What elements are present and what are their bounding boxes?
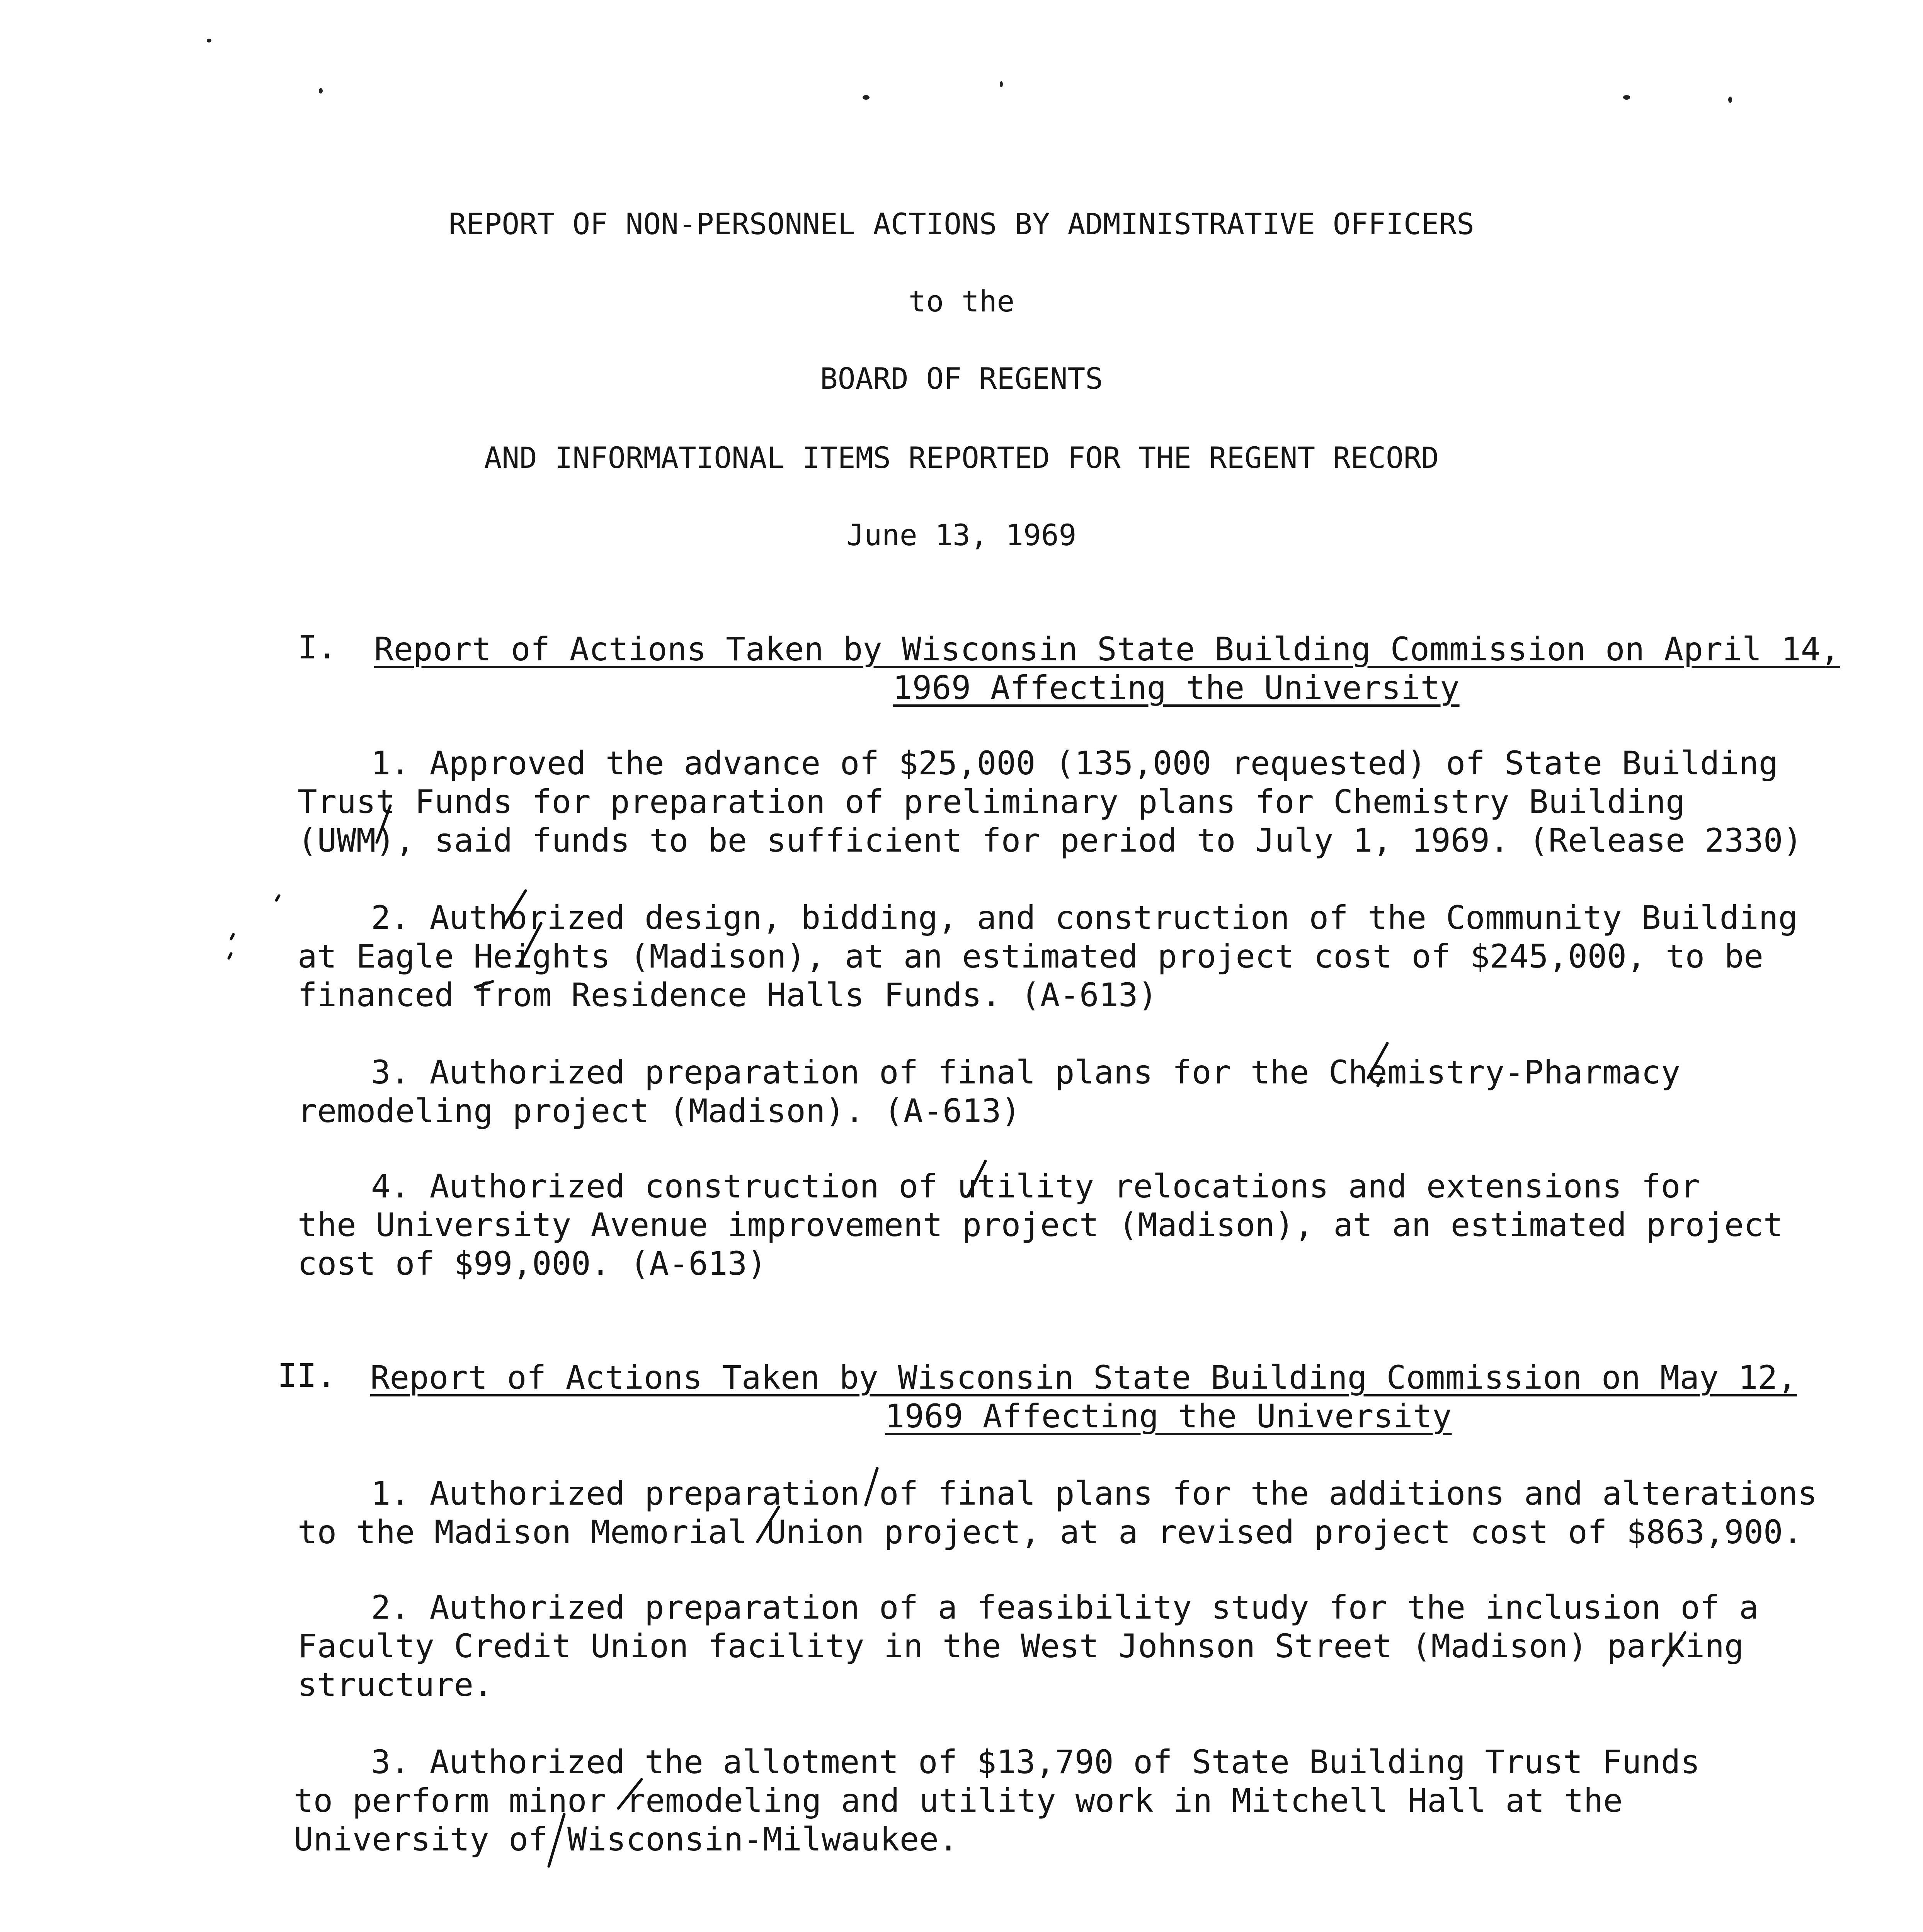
report-subtitle-to-the: to the (908, 284, 1015, 318)
report-date: June 13, 1969 (846, 518, 1077, 552)
report-board-of-regents: BOARD OF REGENTS (820, 361, 1103, 396)
section-ii-heading-line2: 1969 Affecting the University (885, 1397, 1452, 1435)
section-ii-item2-line1: 2. Authorized preparation of a feasibility study for the inclusion of a (371, 1588, 1759, 1626)
margin-tick (231, 934, 233, 939)
section-i-item2-line3: financed from Residence Halls Funds. (A-613) (298, 976, 1158, 1014)
section-ii-heading-line1: Report of Actions Taken by Wisconsin State Building Commission on May 12, (370, 1359, 1797, 1396)
section-i-item2-line1: 2. Authorized design, bidding, and construction of the Community Building (371, 899, 1798, 937)
section-i-item1-line2: Trust Funds for preparation of preliminary plans for Chemistry Building (298, 783, 1685, 821)
section-ii-item2-line3: structure. (298, 1666, 493, 1704)
scan-speck (1000, 81, 1003, 87)
scan-speck (1623, 95, 1630, 100)
section-i-item3-line1: 3. Authorized preparation of final plans for the Chemistry-Pharmacy (371, 1053, 1681, 1091)
section-ii-item2-line2: Faculty Credit Union facility in the West Johnson Street (Madison) parking (298, 1627, 1744, 1665)
section-ii-item3-line1: 3. Authorized the allotment of $13,790 of State Building Trust Funds (371, 1743, 1700, 1781)
scan-speck (863, 95, 870, 100)
section-ii-item3-line3: University of Wisconsin-Milwaukee. (294, 1820, 958, 1858)
scan-speck (1728, 97, 1732, 103)
section-i-item3-line2: remodeling project (Madison). (A-613) (298, 1092, 1021, 1130)
section-i-heading-line1: Report of Actions Taken by Wisconsin State Building Commission on April 14, (374, 630, 1840, 668)
section-i-numeral: I. (298, 628, 337, 666)
section-i-item4-line2: the University Avenue improvement project (Madison), at an estimated project (298, 1206, 1783, 1244)
margin-tick (229, 954, 231, 958)
section-ii-item3-line2: to perform minor remodeling and utility work in Mitchell Hall at the (294, 1782, 1623, 1820)
section-i-heading-line2: 1969 Affecting the University (893, 669, 1460, 707)
margin-tick (276, 896, 279, 900)
report-title: REPORT OF NON-PERSONNEL ACTIONS BY ADMINISTRATIVE OFFICERS (449, 207, 1474, 241)
section-i-item4-line1: 4. Authorized construction of utility relocations and extensions for (371, 1167, 1700, 1205)
scan-speck (319, 88, 323, 94)
section-i-item1-line3: (UWM), said funds to be sufficient for period to July 1, 1969. (Release 2330) (298, 821, 1803, 859)
section-i-item2-line2: at Eagle Heights (Madison), at an estimated project cost of $245,000, to be (298, 937, 1763, 975)
section-i-item1-line1: 1. Approved the advance of $25,000 (135,000 requested) of State Building (371, 744, 1778, 782)
section-ii-numeral: II. (277, 1357, 336, 1395)
section-i-item4-line3: cost of $99,000. (A-613) (298, 1245, 767, 1282)
section-ii-item1-line1: 1. Authorized preparation of final plans for the additions and alterations (371, 1475, 1817, 1512)
report-informational-items: AND INFORMATIONAL ITEMS REPORTED FOR THE REGENT RECORD (484, 440, 1439, 475)
section-ii-item1-line2: to the Madison Memorial Union project, at a revised project cost of $863,900. (298, 1513, 1803, 1551)
scan-speck (207, 39, 211, 43)
